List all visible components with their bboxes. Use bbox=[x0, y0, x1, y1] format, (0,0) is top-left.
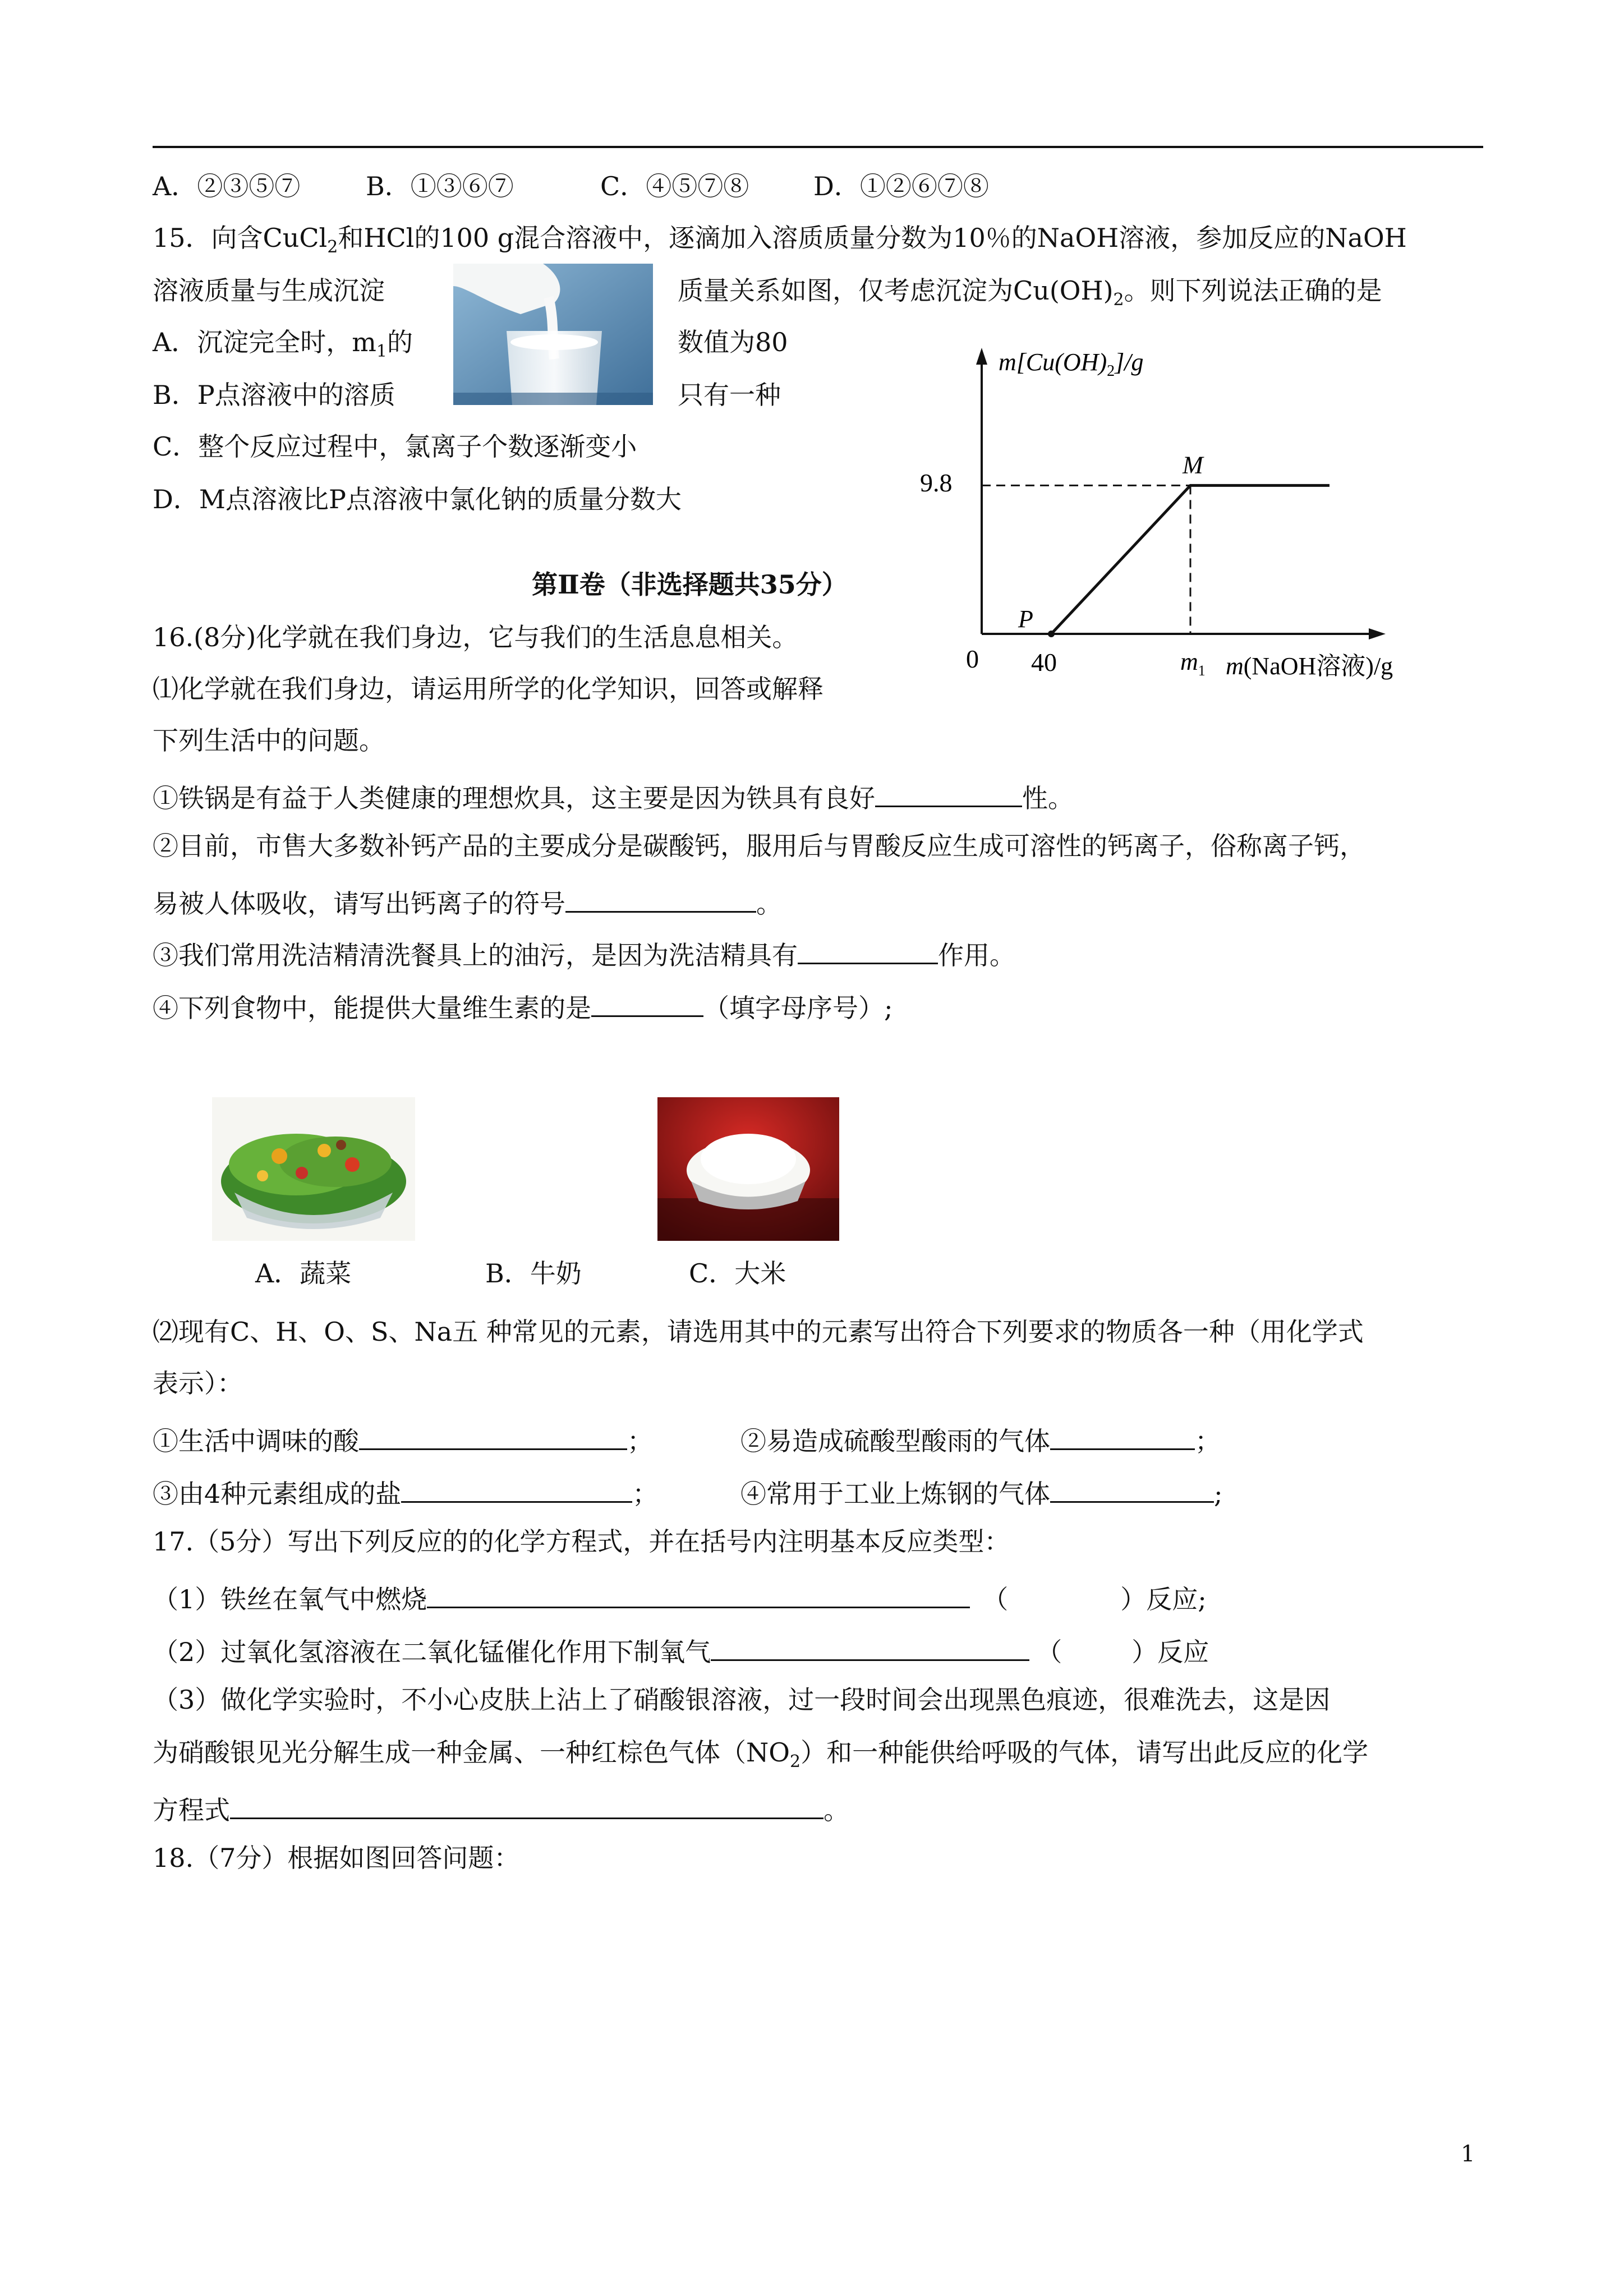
y-axis-label: $m[Cu(OH)_2]/g$ bbox=[999, 348, 1144, 380]
y-axis-arrow bbox=[976, 348, 987, 365]
answer-blank[interactable] bbox=[359, 1419, 627, 1450]
answer-blank[interactable] bbox=[230, 1788, 823, 1819]
q15-option-b-right: 只有一种 bbox=[678, 380, 781, 410]
q15-option-d: D．M点溶液比P点溶液中氯化钠的质量分数大 bbox=[153, 484, 682, 514]
q16-part2-item1: ①生活中调味的酸 ； bbox=[153, 1419, 653, 1458]
q17-title: 17.（5分）写出下列反应的的化学方程式，并在括号内注明基本反应类型： bbox=[153, 1526, 1010, 1557]
rice-bowl-photo bbox=[657, 1097, 839, 1241]
page-number: 1 bbox=[1461, 2141, 1475, 2167]
point-p bbox=[1048, 631, 1055, 637]
answer-blank[interactable] bbox=[798, 933, 938, 964]
answer-blank[interactable] bbox=[875, 776, 1022, 807]
q16-part2-item2: ②易造成硫酸型酸雨的气体 ； bbox=[740, 1419, 1221, 1458]
food-option-a: A．蔬菜 bbox=[255, 1258, 352, 1289]
q15-stem-line1: 15．向含CuCl$_2$和HCl的100 g混合溶液中，逐滴加入溶质质量分数为10％的NaOH溶液，参加反应的NaOH bbox=[153, 223, 1407, 257]
precipitate-chart bbox=[920, 331, 1436, 696]
q14-option-b: B．①③⑥⑦ bbox=[366, 171, 514, 201]
q18-title: 18.（7分）根据如图回答问题： bbox=[153, 1843, 520, 1873]
x-tick-origin: 0 bbox=[966, 645, 979, 673]
q14-option-a: A．②③⑤⑦ bbox=[153, 171, 301, 201]
point-m-label: M bbox=[1183, 451, 1203, 479]
q14-option-d: D．①②⑥⑦⑧ bbox=[813, 171, 989, 201]
q15-option-a-left: A．沉淀完全时，$m_1$的 bbox=[153, 327, 413, 361]
q16-item4: ④下列食物中，能提供大量维生素的是 （填字母序号）; bbox=[153, 986, 893, 1025]
x-axis-label: m(NaOH溶液)/g bbox=[1226, 652, 1393, 680]
q16-item3: ③我们常用洗洁精清洗餐具上的油污，是因为洗洁精具有 作用。 bbox=[153, 933, 1015, 972]
q15-stem-line2-right: 质量关系如图，仅考虑沉淀为$Cu(OH)_2$。则下列说法正确的是 bbox=[678, 275, 1382, 310]
q16-part1-intro-b: 下列生活中的问题。 bbox=[153, 725, 385, 756]
answer-blank[interactable] bbox=[1050, 1419, 1195, 1450]
q17-sub3-c: 方程式 。 bbox=[153, 1788, 849, 1827]
answer-blank[interactable] bbox=[1050, 1472, 1214, 1503]
x-tick-40: 40 bbox=[1031, 648, 1057, 677]
q16-part2-item3: ③由4种元素组成的盐 ； bbox=[153, 1472, 658, 1511]
x-tick-m1: $m_1$ bbox=[1180, 648, 1206, 679]
section-2-title: 第Ⅱ卷（非选择题共35分） bbox=[532, 569, 848, 600]
q17-sub1: （1）铁丝在氧气中燃烧 （ ）反应; bbox=[153, 1577, 1207, 1616]
q16-item1: ①铁锅是有益于人类健康的理想炊具，这主要是因为铁具有良好 性。 bbox=[153, 776, 1074, 815]
q17-sub3-a: （3）做化学实验时，不小心皮肤上沾上了硝酸银溶液，过一段时间会出现黑色痕迹，很难洗去，这是因 bbox=[153, 1685, 1331, 1715]
q16-part2-item4: ④常用于工业上炼钢的气体 ; bbox=[740, 1472, 1223, 1511]
q17-sub2: （2）过氧化氢溶液在二氧化锰催化作用下制氧气 （ ）反应 bbox=[153, 1630, 1209, 1669]
answer-blank[interactable] bbox=[591, 986, 703, 1017]
answer-blank[interactable] bbox=[711, 1630, 1029, 1661]
food-option-b: B．牛奶 bbox=[485, 1258, 582, 1289]
answer-blank[interactable] bbox=[565, 882, 756, 913]
q16-part2-b: 表示）： bbox=[153, 1368, 243, 1398]
answer-blank[interactable] bbox=[401, 1472, 632, 1503]
milk-pouring-photo bbox=[453, 264, 653, 405]
vegetable-salad-photo bbox=[212, 1097, 415, 1241]
q17-sub3-b: 为硝酸银见光分解生成一种金属、一种红棕色气体$(NO_2)$和一种能供给呼吸的气体，请写出此反应的化学 bbox=[153, 1737, 1369, 1772]
q15-stem-line2-left: 溶液质量与生成沉淀 bbox=[153, 275, 385, 306]
point-p-label: P bbox=[1018, 605, 1033, 633]
q16-item2-a: ②目前，市售大多数补钙产品的主要成分是碳酸钙，服用后与胃酸反应生成可溶性的钙离子，俗称离子钙， bbox=[153, 831, 1365, 861]
q16-part2-a: ⑵现有C、H、O、S、Na五 种常见的元素，请选用其中的元素写出符合下列要求的物质各一种（用化学式 bbox=[153, 1317, 1364, 1347]
q16-item2-b: 易被人体吸收，请写出钙离子的符号 。 bbox=[153, 882, 782, 921]
q15-option-c: C．整个反应过程中，氯离子个数逐渐变小 bbox=[153, 431, 637, 462]
x-axis-arrow bbox=[1369, 628, 1386, 639]
q15-option-a-right: 数值为80 bbox=[678, 327, 788, 357]
q15-option-b-left: B．P点溶液中的溶质 bbox=[153, 380, 395, 410]
q16-title: 16.(8分)化学就在我们身边，它与我们的生活息息相关。 bbox=[153, 622, 798, 652]
answer-blank[interactable] bbox=[427, 1577, 970, 1608]
q14-option-c: C．④⑤⑦⑧ bbox=[600, 171, 749, 201]
header-rule bbox=[153, 146, 1483, 148]
y-tick-9-8: 9.8 bbox=[920, 468, 953, 497]
food-option-c: C．大米 bbox=[689, 1258, 786, 1289]
q16-part1-intro-a: ⑴化学就在我们身边，请运用所学的化学知识，回答或解释 bbox=[153, 674, 823, 704]
